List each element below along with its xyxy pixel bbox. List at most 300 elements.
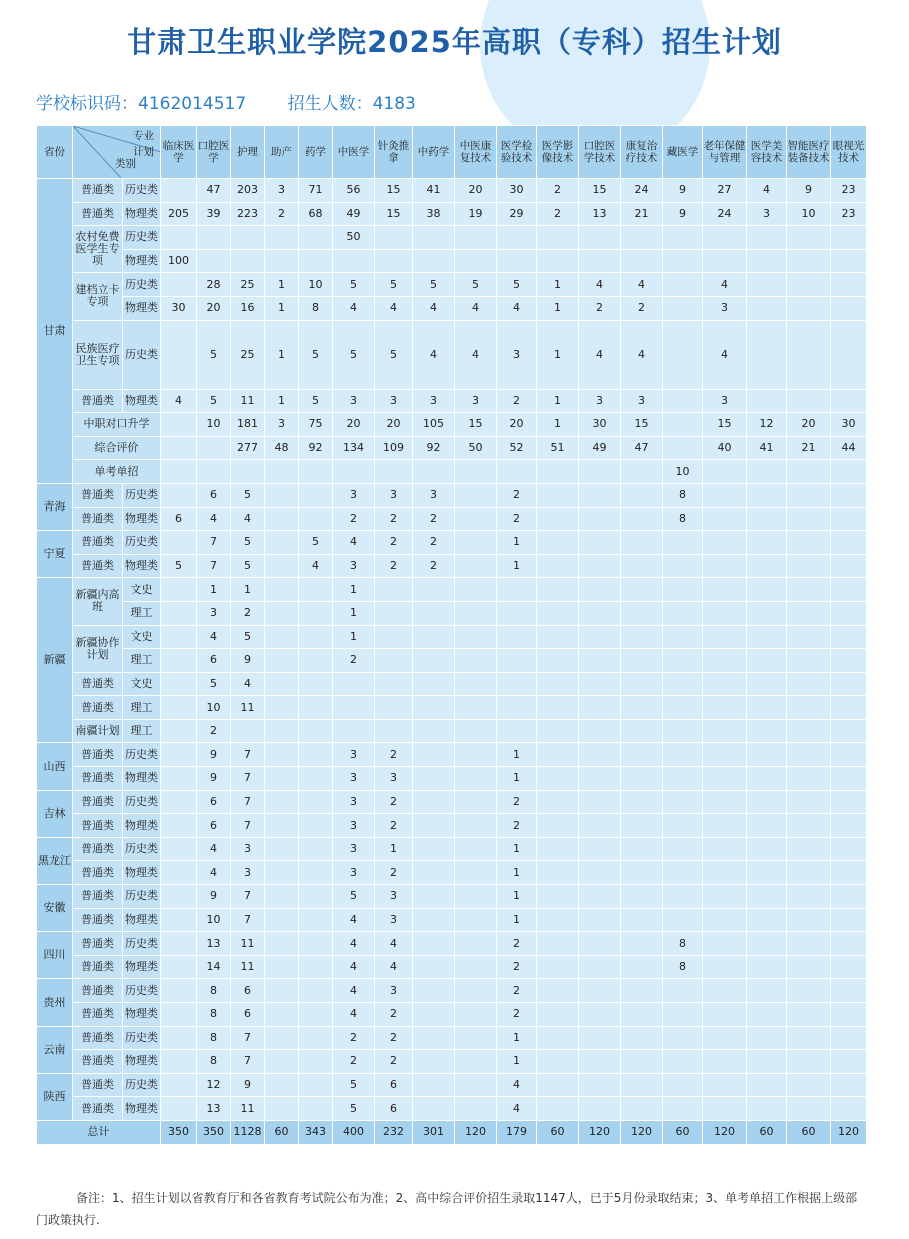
value-cell: 105 (413, 413, 455, 437)
value-cell: 3 (197, 601, 231, 625)
value-cell (413, 460, 455, 484)
total-cell: 1128 (231, 1120, 265, 1144)
value-cell: 24 (703, 202, 747, 226)
province-cell: 山西 (37, 743, 73, 790)
value-cell (537, 696, 579, 720)
value-cell: 50 (455, 436, 497, 460)
value-cell: 134 (333, 436, 375, 460)
value-cell: 7 (231, 885, 265, 909)
value-cell: 48 (265, 436, 299, 460)
value-cell: 8 (197, 979, 231, 1003)
value-cell (537, 578, 579, 602)
value-cell: 6 (375, 1073, 413, 1097)
value-cell: 4 (413, 296, 455, 320)
value-cell: 2 (497, 979, 537, 1003)
total-cell: 120 (703, 1120, 747, 1144)
value-cell: 10 (787, 202, 831, 226)
value-cell: 4 (333, 908, 375, 932)
subject-cell: 物理类 (123, 955, 161, 979)
value-cell: 1 (197, 578, 231, 602)
value-cell (831, 955, 867, 979)
subject-cell: 历史类 (123, 743, 161, 767)
table-row (37, 578, 867, 602)
value-cell (231, 719, 265, 743)
value-cell (537, 790, 579, 814)
value-cell (621, 460, 663, 484)
value-cell: 50 (333, 226, 375, 250)
value-cell (455, 1050, 497, 1074)
value-cell (663, 1097, 703, 1121)
value-cell (831, 719, 867, 743)
major-header: 藏医学 (663, 126, 703, 179)
value-cell: 7 (231, 1026, 265, 1050)
value-cell (703, 1026, 747, 1050)
value-cell: 13 (579, 202, 621, 226)
value-cell (747, 601, 787, 625)
value-cell: 47 (197, 179, 231, 203)
total-cell: 120 (831, 1120, 867, 1144)
value-cell (579, 1073, 621, 1097)
value-cell (537, 719, 579, 743)
value-cell: 277 (231, 436, 265, 460)
value-cell (265, 226, 299, 250)
value-cell (621, 649, 663, 673)
value-cell (787, 696, 831, 720)
enrollment-plan-table (36, 125, 867, 1145)
value-cell (621, 226, 663, 250)
value-cell (413, 226, 455, 250)
value-cell (299, 719, 333, 743)
value-cell (161, 436, 197, 460)
table-row (37, 1073, 867, 1097)
value-cell: 1 (375, 837, 413, 861)
value-cell: 2 (413, 507, 455, 531)
value-cell: 92 (413, 436, 455, 460)
province-cell: 新疆 (37, 578, 73, 743)
value-cell (265, 979, 299, 1003)
province-cell: 安徽 (37, 885, 73, 932)
value-cell (787, 1050, 831, 1074)
total-cell: 120 (455, 1120, 497, 1144)
value-cell: 3 (497, 320, 537, 389)
value-cell (537, 1026, 579, 1050)
table-row (37, 202, 867, 226)
category-cell: 普通类 (73, 979, 123, 1003)
value-cell (703, 554, 747, 578)
value-cell (265, 625, 299, 649)
table-row (37, 955, 867, 979)
value-cell: 7 (231, 908, 265, 932)
value-cell (787, 1003, 831, 1027)
value-cell (265, 955, 299, 979)
value-cell (375, 625, 413, 649)
value-cell (333, 249, 375, 273)
value-cell (747, 861, 787, 885)
value-cell (299, 837, 333, 861)
value-cell (413, 601, 455, 625)
value-cell (579, 1026, 621, 1050)
value-cell (831, 531, 867, 555)
value-cell (787, 719, 831, 743)
value-cell (579, 767, 621, 791)
table-row (37, 767, 867, 791)
value-cell (579, 649, 621, 673)
value-cell: 44 (831, 436, 867, 460)
value-cell: 4 (747, 179, 787, 203)
value-cell (455, 226, 497, 250)
value-cell (787, 625, 831, 649)
subject-cell: 物理类 (123, 554, 161, 578)
value-cell (299, 767, 333, 791)
value-cell (621, 1050, 663, 1074)
value-cell (265, 719, 299, 743)
value-cell (703, 979, 747, 1003)
value-cell: 2 (497, 1003, 537, 1027)
value-cell: 4 (375, 932, 413, 956)
value-cell (455, 249, 497, 273)
category-cell: 普通类 (73, 483, 123, 507)
value-cell (231, 249, 265, 273)
value-cell (299, 814, 333, 838)
value-cell: 3 (413, 483, 455, 507)
value-cell (161, 814, 197, 838)
value-cell: 1 (537, 413, 579, 437)
value-cell (663, 226, 703, 250)
value-cell (747, 719, 787, 743)
category-cell: 普通类 (73, 955, 123, 979)
value-cell (703, 1050, 747, 1074)
value-cell (161, 649, 197, 673)
province-cell: 甘肃 (37, 179, 73, 484)
value-cell: 2 (413, 554, 455, 578)
value-cell (413, 1003, 455, 1027)
value-cell: 6 (197, 483, 231, 507)
value-cell (663, 672, 703, 696)
province-cell: 黑龙江 (37, 837, 73, 884)
value-cell: 5 (231, 625, 265, 649)
value-cell (663, 296, 703, 320)
value-cell (831, 861, 867, 885)
school-code: 学校标识码：4162014517 (36, 94, 247, 114)
value-cell: 4 (497, 1097, 537, 1121)
subject-cell: 理工 (123, 601, 161, 625)
table-row (37, 814, 867, 838)
value-cell (299, 743, 333, 767)
value-cell: 15 (455, 413, 497, 437)
value-cell: 8 (299, 296, 333, 320)
value-cell: 20 (333, 413, 375, 437)
value-cell (621, 696, 663, 720)
value-cell: 5 (375, 273, 413, 297)
value-cell: 4 (579, 273, 621, 297)
value-cell (831, 767, 867, 791)
value-cell (537, 743, 579, 767)
value-cell (831, 979, 867, 1003)
value-cell: 5 (455, 273, 497, 297)
value-cell (663, 578, 703, 602)
table-row (37, 507, 867, 531)
value-cell: 39 (197, 202, 231, 226)
value-cell (787, 1097, 831, 1121)
value-cell (375, 460, 413, 484)
value-cell: 1 (537, 320, 579, 389)
value-cell: 11 (231, 1097, 265, 1121)
table-row (37, 1050, 867, 1074)
subject-cell: 物理类 (123, 1003, 161, 1027)
major-header: 助产 (265, 126, 299, 179)
value-cell (455, 1026, 497, 1050)
value-cell (455, 908, 497, 932)
value-cell (703, 460, 747, 484)
value-cell: 14 (197, 955, 231, 979)
value-cell (663, 814, 703, 838)
value-cell (747, 814, 787, 838)
value-cell (703, 814, 747, 838)
value-cell (787, 837, 831, 861)
value-cell (621, 578, 663, 602)
value-cell (621, 861, 663, 885)
value-cell (537, 460, 579, 484)
value-cell: 5 (333, 885, 375, 909)
value-cell (579, 1003, 621, 1027)
total-cell: 60 (537, 1120, 579, 1144)
value-cell: 203 (231, 179, 265, 203)
value-cell (265, 460, 299, 484)
subject-cell: 文史 (123, 625, 161, 649)
value-cell: 100 (161, 249, 197, 273)
value-cell (663, 837, 703, 861)
value-cell: 3 (231, 861, 265, 885)
value-cell: 109 (375, 436, 413, 460)
value-cell (621, 908, 663, 932)
value-cell (621, 814, 663, 838)
value-cell (579, 743, 621, 767)
category-cell: 建档立卡专项 (73, 273, 123, 320)
value-cell (413, 837, 455, 861)
value-cell: 3 (621, 389, 663, 413)
value-cell (299, 625, 333, 649)
value-cell (579, 932, 621, 956)
value-cell (787, 249, 831, 273)
value-cell (455, 1003, 497, 1027)
value-cell (621, 1097, 663, 1121)
value-cell (663, 601, 703, 625)
value-cell (265, 1003, 299, 1027)
value-cell: 21 (787, 436, 831, 460)
value-cell: 6 (161, 507, 197, 531)
value-cell: 6 (197, 649, 231, 673)
value-cell (579, 672, 621, 696)
value-cell (747, 507, 787, 531)
value-cell (299, 979, 333, 1003)
subject-cell: 历史类 (123, 837, 161, 861)
value-cell (787, 767, 831, 791)
value-cell (537, 1003, 579, 1027)
value-cell (265, 885, 299, 909)
value-cell: 5 (333, 320, 375, 389)
value-cell (747, 578, 787, 602)
value-cell: 8 (197, 1026, 231, 1050)
value-cell: 5 (231, 531, 265, 555)
value-cell (265, 1050, 299, 1074)
value-cell (663, 413, 703, 437)
value-cell (787, 296, 831, 320)
value-cell (375, 226, 413, 250)
value-cell (455, 554, 497, 578)
value-cell (663, 436, 703, 460)
value-cell (265, 649, 299, 673)
value-cell (579, 979, 621, 1003)
value-cell: 11 (231, 389, 265, 413)
value-cell (703, 531, 747, 555)
value-cell (703, 1097, 747, 1121)
value-cell (161, 320, 197, 389)
value-cell (161, 979, 197, 1003)
value-cell (621, 1073, 663, 1097)
value-cell (197, 249, 231, 273)
value-cell (579, 1050, 621, 1074)
value-cell (537, 249, 579, 273)
value-cell (413, 696, 455, 720)
value-cell (703, 908, 747, 932)
category-cell: 普通类 (73, 672, 123, 696)
value-cell (497, 625, 537, 649)
value-cell (621, 743, 663, 767)
value-cell: 2 (579, 296, 621, 320)
category-cell: 普通类 (73, 1073, 123, 1097)
value-cell: 3 (703, 389, 747, 413)
value-cell (747, 908, 787, 932)
value-cell: 4 (197, 861, 231, 885)
value-cell: 2 (375, 743, 413, 767)
table-row (37, 389, 867, 413)
value-cell (161, 226, 197, 250)
value-cell: 9 (197, 767, 231, 791)
subject-cell: 物理类 (123, 861, 161, 885)
value-cell (161, 1073, 197, 1097)
value-cell: 7 (231, 767, 265, 791)
value-cell: 6 (231, 1003, 265, 1027)
table-row (37, 743, 867, 767)
table-row (37, 320, 867, 389)
value-cell (579, 719, 621, 743)
value-cell (455, 955, 497, 979)
value-cell (299, 601, 333, 625)
subject-cell: 文史 (123, 672, 161, 696)
value-cell (455, 1097, 497, 1121)
value-cell: 8 (663, 507, 703, 531)
value-cell (621, 767, 663, 791)
value-cell (497, 719, 537, 743)
value-cell: 3 (265, 179, 299, 203)
value-cell (537, 885, 579, 909)
value-cell (703, 507, 747, 531)
value-cell: 10 (197, 908, 231, 932)
subject-cell: 物理类 (123, 814, 161, 838)
value-cell: 16 (231, 296, 265, 320)
value-cell: 21 (621, 202, 663, 226)
value-cell (161, 1003, 197, 1027)
table-row (37, 531, 867, 555)
value-cell (787, 578, 831, 602)
value-cell: 2 (375, 814, 413, 838)
value-cell (579, 578, 621, 602)
value-cell: 4 (299, 554, 333, 578)
value-cell (161, 790, 197, 814)
value-cell (161, 955, 197, 979)
value-cell (579, 507, 621, 531)
value-cell (703, 1073, 747, 1097)
value-cell (299, 696, 333, 720)
value-cell: 30 (831, 413, 867, 437)
value-cell: 5 (413, 273, 455, 297)
value-cell (537, 955, 579, 979)
value-cell (333, 719, 375, 743)
value-cell (663, 908, 703, 932)
category-cell: 普通类 (73, 814, 123, 838)
value-cell (161, 767, 197, 791)
value-cell (703, 885, 747, 909)
value-cell (455, 743, 497, 767)
value-cell (747, 979, 787, 1003)
value-cell (161, 179, 197, 203)
value-cell (703, 932, 747, 956)
table-row (37, 979, 867, 1003)
value-cell (831, 273, 867, 297)
value-cell (663, 1003, 703, 1027)
value-cell (579, 955, 621, 979)
value-cell (537, 1073, 579, 1097)
major-header: 中药学 (413, 126, 455, 179)
value-cell (265, 483, 299, 507)
table-row (37, 249, 867, 273)
table-row (37, 179, 867, 203)
value-cell: 4 (161, 389, 197, 413)
value-cell (579, 531, 621, 555)
subject-cell: 历史类 (123, 885, 161, 909)
value-cell (161, 578, 197, 602)
value-cell (621, 483, 663, 507)
value-cell (703, 767, 747, 791)
value-cell (787, 649, 831, 673)
category-cell: 普通类 (73, 696, 123, 720)
value-cell (161, 1050, 197, 1074)
value-cell: 8 (663, 955, 703, 979)
value-cell (663, 767, 703, 791)
table-row (37, 932, 867, 956)
value-cell (747, 1003, 787, 1027)
value-cell (497, 649, 537, 673)
value-cell: 2 (375, 1050, 413, 1074)
major-header: 眼视光技术 (831, 126, 867, 179)
value-cell (413, 719, 455, 743)
value-cell: 23 (831, 179, 867, 203)
value-cell (663, 625, 703, 649)
value-cell (621, 790, 663, 814)
value-cell: 15 (375, 202, 413, 226)
category-cell: 新疆协作计划 (73, 625, 123, 672)
value-cell (831, 226, 867, 250)
value-cell (455, 837, 497, 861)
school-info (36, 89, 452, 114)
value-cell (747, 932, 787, 956)
value-cell (831, 1003, 867, 1027)
value-cell: 2 (375, 507, 413, 531)
category-cell: 普通类 (73, 837, 123, 861)
value-cell (537, 861, 579, 885)
page-title: 甘肃卫生职业学院2025年高职（专科）招生计划 (127, 25, 782, 59)
value-cell (231, 460, 265, 484)
